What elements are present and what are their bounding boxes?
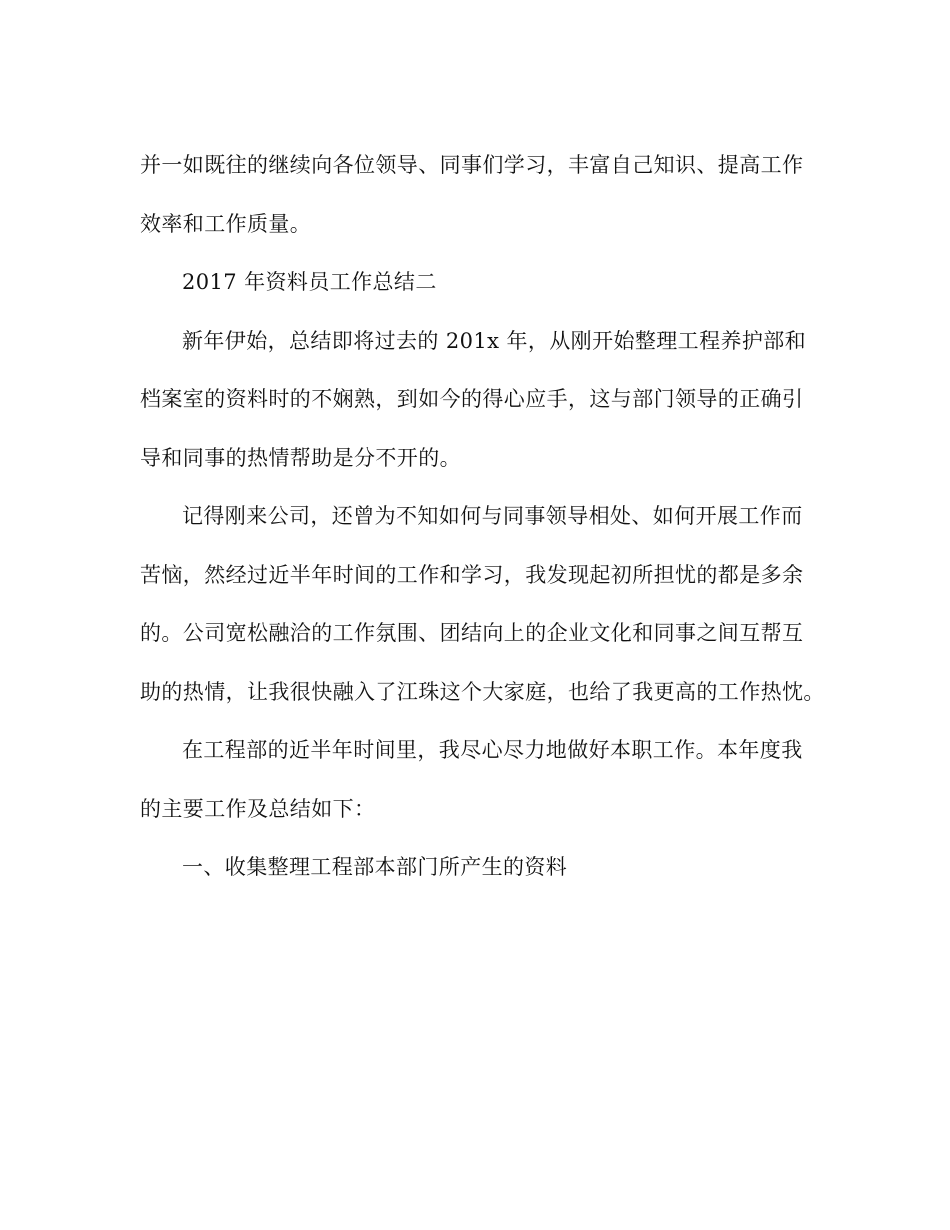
text-line-12: 的主要工作及总结如下：	[140, 796, 376, 821]
text-line-10: 助的热情，让我很快融入了江珠这个大家庭，也给了我更高的工作热忱。	[140, 679, 825, 704]
text-line-4: 新年伊始，总结即将过去的 201x 年，从刚开始整理工程养护部和	[182, 328, 807, 353]
text-line-7: 记得刚来公司，还曾为不知如何与同事领导相处、如何开展工作而	[182, 504, 803, 528]
section-heading: 2017 年资料员工作总结二	[182, 270, 437, 294]
document-body	[140, 136, 840, 897]
text-line-8: 苦恼，然经过近半年时间的工作和学习，我发现起初所担忧的都是多余	[140, 562, 804, 587]
text-line-6: 导和同事的热情帮助是分不开的。	[140, 445, 461, 470]
text-line-2: 效率和工作质量。	[140, 211, 312, 236]
text-line-9: 的。公司宽松融洽的工作氛围、团结向上的企业文化和同事之间互帮互	[140, 621, 804, 645]
text-line-5: 档案室的资料时的不娴熟，到如今的得心应手，这与部门领导的正确引	[140, 387, 804, 411]
text-line-11: 在工程部的近半年时间里，我尽心尽力地做好本职工作。本年度我	[182, 738, 803, 762]
text-line-1: 并一如既往的继续向各位领导、同事们学习，丰富自己知识、提高工作	[140, 153, 804, 177]
subsection-heading: 一、收集整理工程部本部门所产生的资料	[182, 855, 568, 879]
